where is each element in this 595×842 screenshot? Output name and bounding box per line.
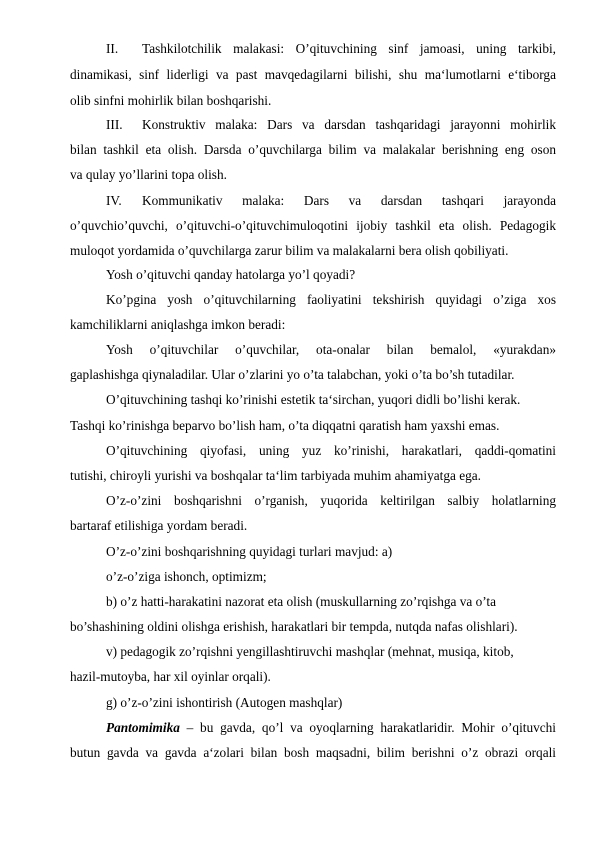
paragraph-line: bo’shashining oldini olishga erishish, harakatlari bir tempda, nutqda nafas olishlari). [70,619,518,634]
paragraph-line [106,720,556,736]
paragraph-line: O’z-o’zini boshqarishni o’rganish, yuqorida keltirilgan salbiy holatlarning [106,493,556,508]
paragraph-line: Ko’pgina yosh o’qituvchilarning faoliyatini tekshirish quyidagi o’ziga xos [106,292,556,307]
paragraph-line: butun gavda va gavda a‘zolari bilan bosh maqsadni, bilim berishni o’z obrazi orqali [70,745,556,760]
paragraph-line: bilan tashkil eta olish. Darsda o’quvchilarga bilim va malakalar berishning eng oson [70,142,556,157]
paragraph-line: va qulay yo’llarini topa olish. [70,167,227,182]
paragraph-line: b) o’z hatti-harakatini nazorat eta olish (muskullarning zo’rqishga va o’ta [106,594,497,609]
paragraph-line: Yosh o’qituvchi qanday hatolarga yo’l qoyadi? [106,267,356,282]
term-pantomimika: Pantomimika [106,720,180,735]
paragraph-line: dinamikasi, sinf liderligi va past mavqedagilarni bilishi, shu ma‘lumotlarni e‘tiborga [70,67,556,82]
paragraph-line: Konstruktiv malaka: Dars va darsdan tashqaridagi jarayonni mohirlik [142,117,556,132]
paragraph-line: g) o’z-o’zini ishontirish (Autogen mashqlar) [106,695,343,710]
paragraph-line: Yosh o’qituvchilar o’quvchilar, ota-onalar bilan bemalol, «yurakdan» [106,342,556,357]
term-definition: – bu gavda, qo’l va oyoqlarning harakatlaridir. Mohir o’qituvchi [179,720,556,735]
paragraph-line: o’quvchio’quvchi, o’qituvchi-o’qituvchimuloqotini ijobiy tashkil eta olish. Pedagogik [70,218,556,233]
paragraph-line: muloqot yordamida o’quvchilarga zarur bilim va malakalarni bera olish qobiliyati. [70,243,509,258]
list-number: IV. [106,193,122,208]
paragraph-line: tutishi, chiroyli yurishi va boshqalar ta‘lim tarbiyada muhim ahamiyatga ega. [70,468,481,483]
paragraph-line: olib sinfni mohirlik bilan boshqarishi. [70,93,272,108]
paragraph-line: v) pedagogik zo’rqishni yengillashtiruvchi mashqlar (mehnat, musiqa, kitob, [106,644,514,659]
paragraph-line: kamchiliklarni aniqlashga imkon beradi: [70,317,286,332]
paragraph-line: Tashqi ko’rinishga beparvo bo’lish ham, o’ta diqqatni qaratish ham yaxshi emas. [70,418,500,433]
paragraph-line: bartaraf etilishiga yordam beradi. [70,518,248,533]
paragraph-line: O’qituvchining tashqi ko’rinishi estetik ta‘sirchan, yuqori didli bo’lishi kerak. [106,392,521,407]
list-number: II. [106,41,119,56]
paragraph-line: Tashkilotchilik malakasi: O’qituvchining sinf jamoasi, uning tarkibi, [142,41,556,56]
paragraph-line: hazil-mutoyba, har xil oyinlar orqali). [70,669,271,684]
paragraph-line: O’z-o’zini boshqarishning quyidagi turlari mavjud: a) [106,544,393,559]
paragraph-line: Kommunikativ malaka: Dars va darsdan tashqari jarayonda [142,193,556,208]
paragraph-line: O’qituvchining qiyofasi, uning yuz ko’rinishi, harakatlari, qaddi-qomatini [106,443,556,458]
list-number: III. [106,117,123,132]
paragraph-line: gaplashishga qiynaladilar. Ular o’zlarini yo o’ta talabchan, yoki o’ta bo’sh tutadilar. [70,367,515,382]
paragraph-line: o’z-o’ziga ishonch, optimizm; [106,569,267,584]
